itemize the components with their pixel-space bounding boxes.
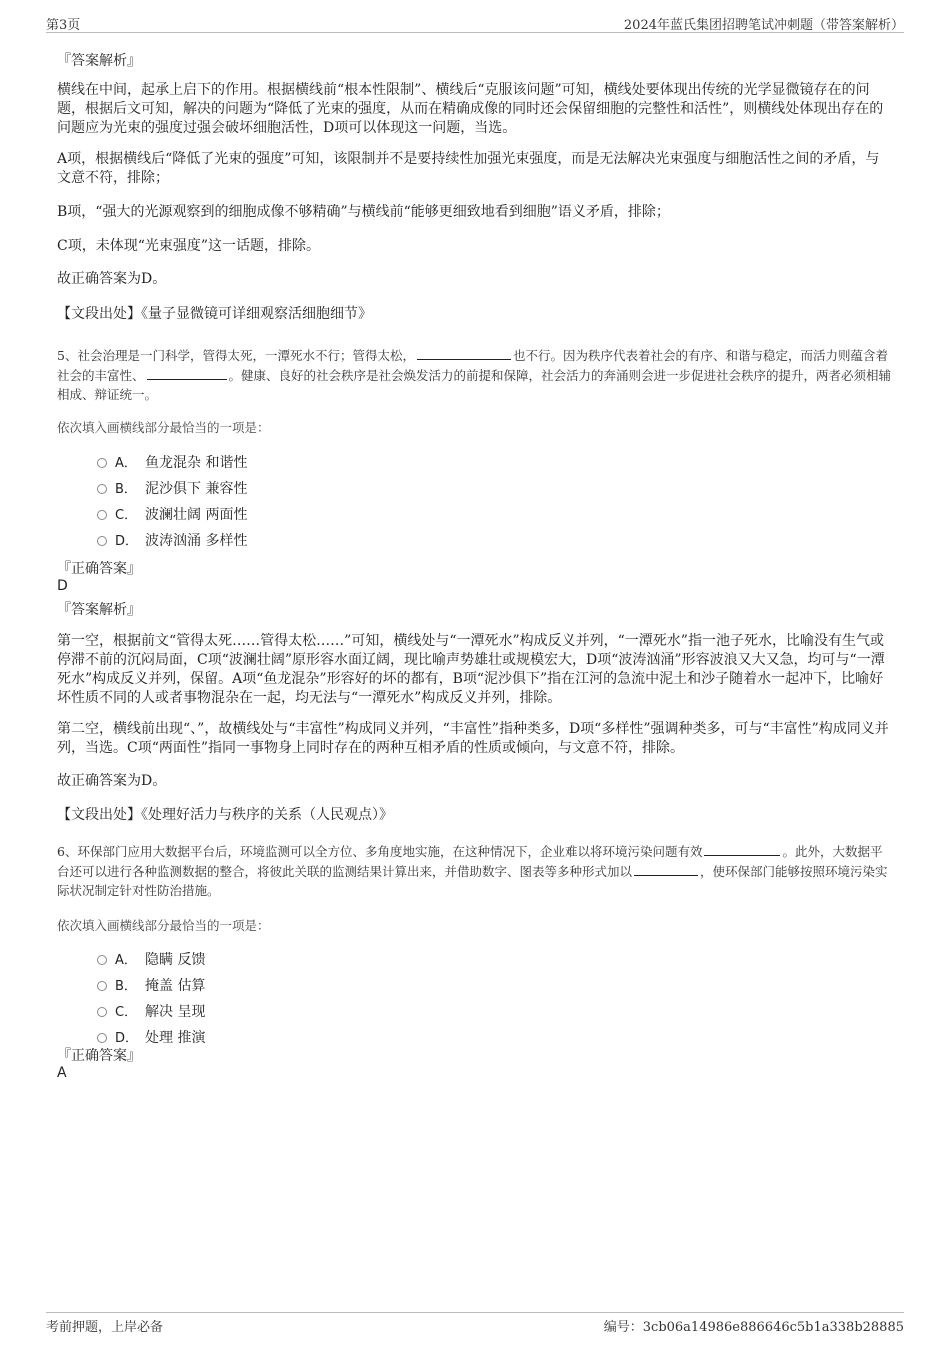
q5-analysis-p3: 故正确答案为D。 <box>57 773 167 789</box>
q5-option-b[interactable]: B． 泥沙俱下 兼容性 <box>97 479 247 499</box>
q6-instruction: 依次填入画横线部分最恰当的一项是： <box>57 918 270 933</box>
q5-analysis-tag: 『答案解析』 <box>57 602 141 618</box>
q5-blank-1 <box>417 345 511 360</box>
radio-icon[interactable] <box>97 955 107 965</box>
radio-icon[interactable] <box>97 1033 107 1043</box>
document-title: 2024年蓝氏集团招聘笔试冲刺题（带答案解析） <box>623 18 904 33</box>
q5-answer-tag: 『正确答案』 <box>57 561 141 577</box>
q5-analysis-p2: 第二空，横线前出现“、”，故横线处与“丰富性”构成同义并列，“丰富性”指种类多，D项“多样性”强调种类多，可与“丰富性”构成同义并列，当选。C项“两面性”指同一事物身上同时存在的两种互相矛盾的性质或倾向，与文意不符，排除。 <box>57 721 889 756</box>
q5-analysis-p1: 第一空，根据前文“管得太死……管得太松……”可知，横线处与“一潭死水”构成反义并列，“一潭死水”指一池子死水，比喻没有生气或停滞不前的沉闷局面，C项“波澜壮阔”原形容水面辽阔，现比喻声势雄壮或规模宏大，D项“波涛汹涌”形容波浪又大又急，均可与“一潭死水”构成反义并列，保留。A项“鱼龙混杂”形容好的坏的都有，B项“泥沙俱下”指在江河的急流中泥土和沙子随着水一起冲下，比喻好坏性质不同的人或者事物混杂在一起，均无法与“一潭死水”构成反义并列，排除。 <box>57 633 885 706</box>
q6-blank-1 <box>704 841 780 856</box>
q4-analysis-p5: 故正确答案为D。 <box>57 271 167 287</box>
q5-option-c[interactable]: C． 波澜壮阔 两面性 <box>97 505 247 525</box>
q5-option-d[interactable]: D． 波涛汹涌 多样性 <box>97 531 247 551</box>
page-header <box>46 14 904 33</box>
q6-option-a[interactable]: A． 隐瞒 反馈 <box>97 950 205 970</box>
q5-answer: D <box>57 578 68 594</box>
q6-answer-tag: 『正确答案』 <box>57 1048 141 1064</box>
radio-icon[interactable] <box>97 484 107 494</box>
q6-answer: A <box>57 1065 67 1081</box>
q6-stem: 6、环保部门应用大数据平台后，环境监测可以全方位、多角度地实施，在这种情况下，企业难以将环境污染问题有效 。此外，大数据平台还可以进行各种监测数据的整合，将彼此关联的监测结果计算出来，并借助数字、图表等多种形式加以 ，使环保部门能够按照环境污染实际状况制定针对性防治措施。 <box>57 841 893 900</box>
page-footer <box>46 1312 904 1335</box>
footer-slogan: 考前押题，上岸必备 <box>46 1320 164 1335</box>
q5-stem: 5、社会治理是一门科学，管得太死，一潭死水不行；管得太松， 也不行。因为秩序代表着社会的有序、和谐与稳定，而活力则蕴含着社会的丰富性、 。健康、良好的社会秩序是社会焕发活力的前提和保障，社会活力的奔涌则会进一步促进社会秩序的提升，两者必须相辅相成、辩证统一。 <box>57 345 893 404</box>
q5-instruction: 依次填入画横线部分最恰当的一项是： <box>57 420 270 435</box>
q4-analysis-p3: B项，“强大的光源观察到的细胞成像不够精确”与横线前“能够更细致地看到细胞”语义矛盾，排除； <box>57 204 670 220</box>
q5-blank-2 <box>147 365 227 380</box>
q4-analysis-p2: A项，根据横线后“降低了光束的强度”可知，该限制并不是要持续性加强光束强度，而是无法解决光束强度与细胞活性之间的矛盾，与文意不符，排除； <box>57 151 880 186</box>
q6-option-b[interactable]: B． 掩盖 估算 <box>97 976 205 996</box>
q4-analysis-p1: 横线在中间，起承上启下的作用。根据横线前“根本性限制”、横线后“克服该问题”可知，横线处要体现出传统的光学显微镜存在的问题，根据后文可知，解决的问题为“降低了光束的强度，从而在精确成像的同时还会保留细胞的完整性和活性”，则横线处体现出存在的问题应为光束的强度过强会破坏细胞活性，D项可以体现这一问题，当选。 <box>57 82 884 136</box>
radio-icon[interactable] <box>97 458 107 468</box>
radio-icon[interactable] <box>97 510 107 520</box>
q6-blank-2 <box>634 861 698 876</box>
q6-option-d[interactable]: D． 处理 推演 <box>97 1028 205 1048</box>
radio-icon[interactable] <box>97 1007 107 1017</box>
page-number: 第3页 <box>46 18 81 33</box>
radio-icon[interactable] <box>97 536 107 546</box>
q4-analysis-p4: C项，未体现“光束强度”这一话题，排除。 <box>57 238 321 254</box>
document-id: 编号：3cb06a14986e886646c5b1a338b28885 <box>603 1320 904 1335</box>
q4-source: 【文段出处】《量子显微镜可详细观察活细胞细节》 <box>57 306 372 322</box>
q5-source: 【文段出处】《处理好活力与秩序的关系（人民观点）》 <box>57 807 393 823</box>
q4-analysis-tag: 『答案解析』 <box>57 53 141 69</box>
q5-option-a[interactable]: A． 鱼龙混杂 和谐性 <box>97 453 247 473</box>
radio-icon[interactable] <box>97 981 107 991</box>
q6-option-c[interactable]: C． 解决 呈现 <box>97 1002 205 1022</box>
